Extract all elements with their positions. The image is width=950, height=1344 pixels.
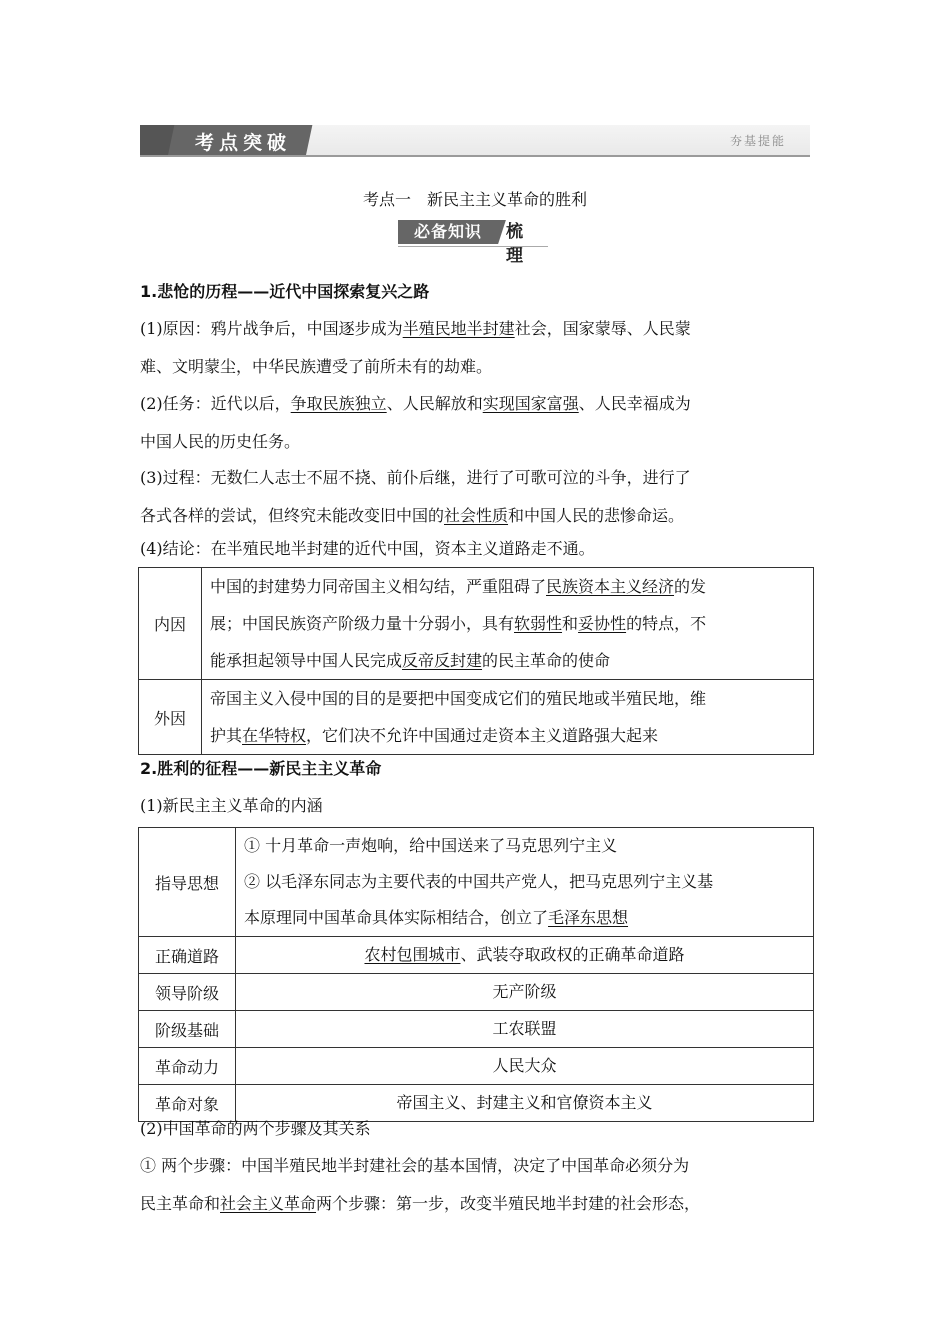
table-row xyxy=(139,568,814,680)
key-term: 民族资本主义经济 xyxy=(546,577,675,596)
paragraph-conclusion: (4)结论：在半殖民地半封建的近代中国，资本主义道路走不通。 xyxy=(140,539,595,558)
text: ，它们决不允许中国通过走资本主义道路强大起来 xyxy=(306,726,659,745)
table-key: 外因 xyxy=(139,680,202,755)
text: 、人民解放和 xyxy=(386,394,483,413)
table-key: 领导阶级 xyxy=(139,974,236,1011)
paragraph-line: (3)过程：无数仁人志士不屈不挠、前仆后继，进行了可歌可泣的斗争，进行了 xyxy=(140,468,691,487)
table-row xyxy=(139,1011,814,1048)
table-key: 指导思想 xyxy=(139,828,236,937)
table-key: 革命对象 xyxy=(139,1085,236,1122)
text: 的特点，不 xyxy=(626,614,707,633)
text: 和 xyxy=(562,614,579,633)
key-term: 农村包围城市 xyxy=(364,945,461,964)
paragraph-steps xyxy=(140,1147,814,1223)
text: 两个步骤：第一步，改变半殖民地半封建的社会形态， xyxy=(316,1194,701,1213)
paragraph-line xyxy=(140,1185,814,1223)
text: (1)原因：鸦片战争后，中国逐步成为 xyxy=(140,319,403,338)
table-row xyxy=(139,937,814,974)
key-term: 半殖民地半封建 xyxy=(402,319,515,338)
text: 本原理同中国革命具体实际相结合，创立了 xyxy=(244,908,549,927)
paragraph-line xyxy=(140,310,814,348)
section-title: 考点一 新民主主义革命的胜利 xyxy=(362,190,587,209)
table-row xyxy=(139,1048,814,1085)
text: 中国的封建势力同帝国主义相勾结，严重阻碍了 xyxy=(210,577,547,596)
key-term: 在华特权 xyxy=(242,726,307,745)
key-term: 社会性质 xyxy=(444,506,509,525)
table-row xyxy=(139,680,814,755)
badge-dark-label: 必备知识 xyxy=(398,220,498,244)
table-value: 帝国主义、封建主义和官僚资本主义 xyxy=(236,1085,814,1122)
paragraph-line: 中国人民的历史任务。 xyxy=(140,432,301,451)
header-right-label: 夯基提能 xyxy=(729,134,786,148)
key-term: 争取民族独立 xyxy=(290,394,387,413)
heading-2: 2.胜利的征程——新民主主义革命 xyxy=(140,759,382,778)
paragraph-line xyxy=(140,385,814,423)
table-value xyxy=(202,680,814,755)
badge-underline xyxy=(398,246,548,247)
key-term: 软弱性 xyxy=(514,614,563,633)
table-row xyxy=(139,974,814,1011)
key-term: 妥协性 xyxy=(578,614,627,633)
revolution-table xyxy=(138,827,814,1122)
paragraph-process xyxy=(140,459,814,535)
key-term: 反帝反封建 xyxy=(402,651,483,670)
table-key: 革命动力 xyxy=(139,1048,236,1085)
text: ① 十月革命一声炮响，给中国送来了马克思列宁主义 xyxy=(244,836,618,855)
text: 、人民幸福成为 xyxy=(578,394,691,413)
text: 护其 xyxy=(210,726,243,745)
text: (2)任务：近代以后， xyxy=(140,394,291,413)
heading-1: 1.悲怆的历程——近代中国探索复兴之路 xyxy=(140,282,430,301)
table-row xyxy=(139,828,814,937)
table-value: 无产阶级 xyxy=(236,974,814,1011)
text: 展；中国民族资产阶级力量十分弱小，具有 xyxy=(210,614,515,633)
text: 的民主革命的使命 xyxy=(482,651,611,670)
text: 民主革命和 xyxy=(140,1194,221,1213)
paragraph-line: ① 两个步骤：中国半殖民地半封建社会的基本国情，决定了中国革命必须分为 xyxy=(140,1156,690,1175)
paragraph-line: 难、文明蒙尘，中华民族遭受了前所未有的劫难。 xyxy=(140,357,493,376)
key-term: 实现国家富强 xyxy=(482,394,579,413)
text: 能承担起领导中国人民完成 xyxy=(210,651,403,670)
text: ② 以毛泽东同志为主要代表的中国共产党人，把马克思列宁主义基 xyxy=(244,872,714,891)
header-title: 考点突破 xyxy=(195,132,292,154)
table-key: 内因 xyxy=(139,568,202,680)
table-value xyxy=(202,568,814,680)
key-term: 社会主义革命 xyxy=(220,1194,317,1213)
text: 帝国主义入侵中国的目的是要把中国变成它们的殖民地或半殖民地，维 xyxy=(210,689,707,708)
text: 的发 xyxy=(674,577,707,596)
subheading-1: (1)新民主主义革命的内涵 xyxy=(140,796,323,815)
causes-table xyxy=(138,567,814,755)
subheading-2: (2)中国革命的两个步骤及其关系 xyxy=(140,1119,371,1138)
table-value: 工农联盟 xyxy=(236,1011,814,1048)
text: 社会，国家蒙辱、人民蒙 xyxy=(514,319,691,338)
table-key: 阶级基础 xyxy=(139,1011,236,1048)
table-value xyxy=(236,828,814,937)
table-value: 人民大众 xyxy=(236,1048,814,1085)
table-key: 正确道路 xyxy=(139,937,236,974)
key-term: 毛泽东思想 xyxy=(548,908,629,927)
text: 各式各样的尝试，但终究未能改变旧中国的 xyxy=(140,506,445,525)
paragraph-cause xyxy=(140,310,814,386)
badge-light-label: 梳理 xyxy=(506,222,523,266)
paragraph-task xyxy=(140,385,814,461)
section-header-bar xyxy=(140,125,810,157)
text: 、武装夺取政权的正确革命道路 xyxy=(460,945,685,964)
table-value xyxy=(236,937,814,974)
text: 和中国人民的悲惨命运。 xyxy=(508,506,685,525)
